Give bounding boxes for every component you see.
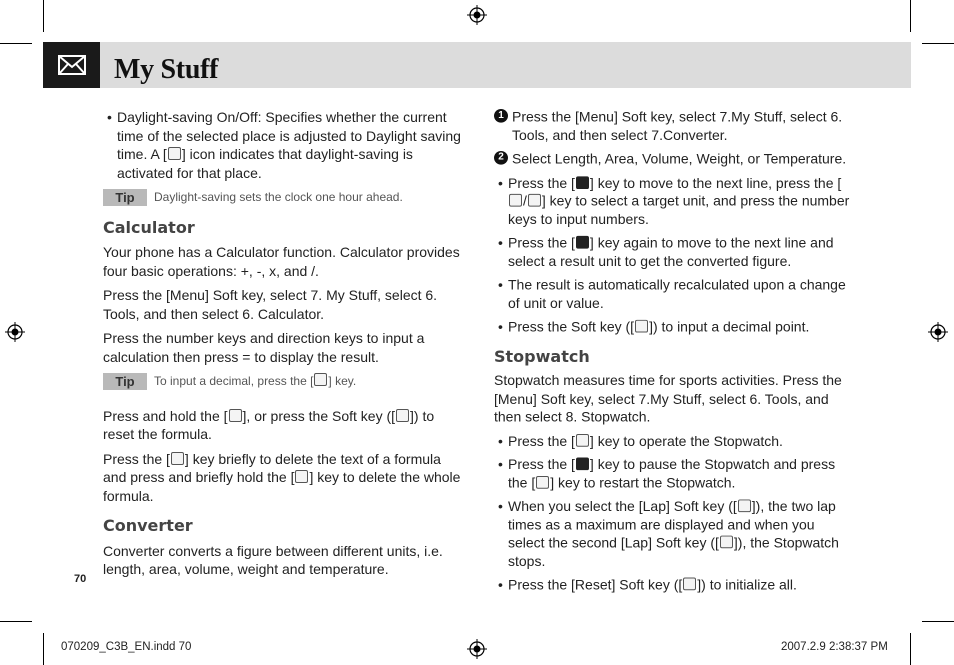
- stop-key-icon: [576, 457, 589, 470]
- play-key-icon: [576, 434, 589, 447]
- soft-key-icon: [635, 320, 648, 333]
- play-key-icon: [536, 476, 549, 489]
- paragraph: Press the [ ] key briefly to delete the text of a formula and press and briefly hold the [ ] key to delete the whole formula.: [103, 450, 461, 504]
- soft-key-icon: [396, 409, 409, 422]
- step-item: 2 Select Length, Area, Volume, Weight, or Temperature.: [494, 150, 854, 168]
- list-item-daylight: • Daylight-saving On/Off: Specifies whether the current time of the selected place is adjusted to Daylight saving time. A [ ] icon indicates that daylight-saving is activated for that place.: [103, 108, 463, 182]
- tip-text: Daylight-saving sets the clock one hour ahead.: [154, 190, 403, 204]
- paragraph: Converter converts a figure between different units, i.e. length, area, volume, weight and temperature.: [103, 542, 443, 577]
- step-number: 1: [494, 109, 508, 123]
- footer-timestamp: 2007.2.9 2:38:37 PM: [781, 641, 888, 653]
- section-heading-converter: Converter: [103, 516, 193, 535]
- phone-key-icon: [576, 236, 589, 249]
- soft-key-icon: [314, 373, 327, 386]
- crop-mark: [922, 43, 954, 44]
- soft-key-icon: [738, 499, 751, 512]
- soft-key-icon: [720, 536, 733, 549]
- list-item: • Press the [ ] key again to move to the next line and select a result unit to get the converted figure.: [494, 234, 854, 270]
- crop-mark: [0, 621, 32, 622]
- step-number: 2: [494, 151, 508, 165]
- crop-mark: [43, 633, 44, 665]
- clear-key-icon: [171, 452, 184, 465]
- list-item: • Press the [Reset] Soft key ([ ]) to initialize all.: [494, 576, 854, 594]
- paragraph: Your phone has a Calculator function. Calculator provides four basic operations: +, -, x, and /.: [103, 244, 460, 279]
- person-key-icon: [528, 194, 541, 207]
- phone-key-icon: [576, 176, 589, 189]
- tip-text: To input a decimal, press the [ ] key.: [154, 374, 357, 388]
- registration-mark-icon: [928, 322, 948, 342]
- paragraph: Press and hold the [ ], or press the Soft key ([ ]) to reset the formula.: [103, 407, 435, 442]
- list-item: • Press the [ ] key to pause the Stopwatch and press the [ ] key to restart the Stopwatch.: [494, 456, 854, 492]
- page-number: 70: [74, 573, 87, 585]
- tip-box: [103, 188, 463, 207]
- page-title: My Stuff: [114, 54, 219, 85]
- step-item: 1 Press the [Menu] Soft key, select 7.My Stuff, select 6. Tools, and then select 7.Converter.: [494, 108, 854, 144]
- tip-label: Tip: [103, 373, 147, 390]
- list-item: • When you select the [Lap] Soft key ([ ]), the two lap times as a maximum are displayed and when you select the second [Lap] Soft key ([ ]), the Stopwatch stops.: [494, 498, 854, 570]
- paragraph: Press the number keys and direction keys to input a calculation then press = to display the result.: [103, 330, 425, 365]
- clear-key-icon: [295, 470, 308, 483]
- crop-mark: [0, 43, 32, 44]
- crop-mark: [910, 0, 911, 32]
- left-column: [103, 108, 463, 585]
- section-heading-stopwatch: Stopwatch: [494, 346, 590, 366]
- section-heading-calculator: Calculator: [103, 217, 195, 237]
- list-item: • Press the Soft key ([ ]) to input a decimal point.: [494, 318, 854, 336]
- registration-mark-icon: [5, 322, 25, 342]
- right-column: [494, 108, 854, 600]
- envelope-icon: [43, 42, 100, 88]
- list-item: • The result is automatically recalculated upon a change of unit or value.: [494, 276, 854, 312]
- header-icon-box: [43, 42, 100, 88]
- list-item: • Press the [ ] key to move to the next line, press the [/ ] key to select a target unit, and press the number keys to input numbers.: [494, 174, 854, 228]
- tip-label: Tip: [103, 189, 147, 206]
- registration-mark-icon: [467, 639, 487, 659]
- paragraph: Stopwatch measures time for sports activities. Press the [Menu] Soft key, select 7.My Stuff, select 6. Tools, and then select 8. Stopwatch.: [494, 372, 842, 425]
- daylight-icon: [168, 147, 181, 160]
- crop-mark: [910, 633, 911, 665]
- folder-key-icon: [509, 194, 522, 207]
- footer-file: 070209_C3B_EN.indd 70: [61, 641, 192, 653]
- list-item: • Press the [ ] key to operate the Stopwatch.: [494, 432, 854, 450]
- soft-key-icon: [683, 578, 696, 591]
- registration-mark-icon: [467, 5, 487, 25]
- clear-key-icon: [229, 409, 242, 422]
- crop-mark: [43, 0, 44, 32]
- paragraph: Press the [Menu] Soft key, select 7. My Stuff, select 6. Tools, and then select 6. Calculator.: [103, 287, 438, 322]
- crop-mark: [922, 621, 954, 622]
- tip-box: [103, 372, 463, 391]
